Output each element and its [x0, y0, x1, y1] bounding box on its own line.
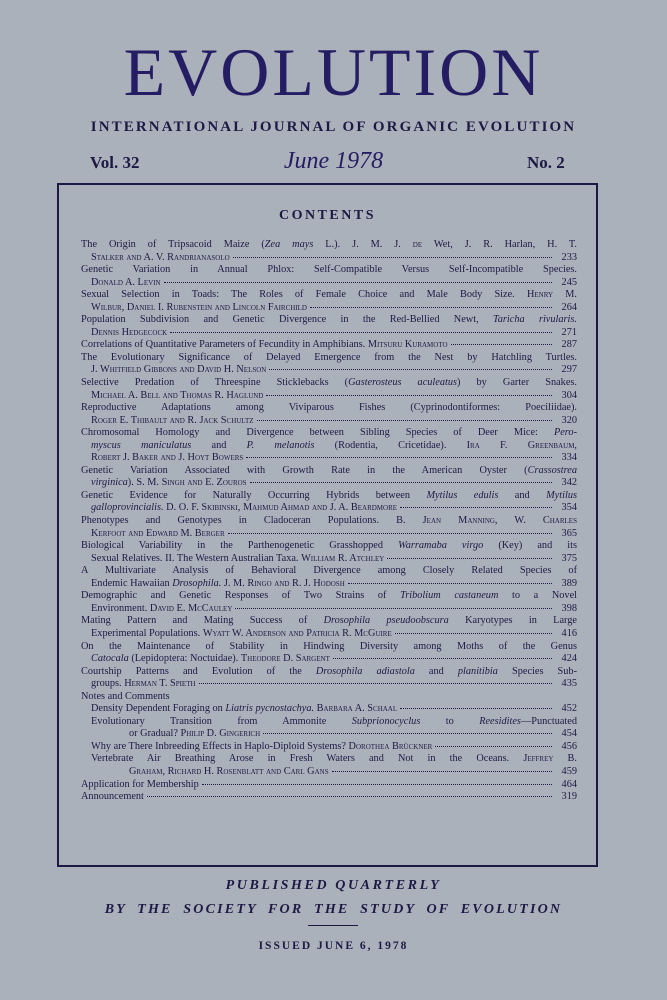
toc-entry: [81, 791, 577, 804]
toc-page-number: 464: [561, 778, 577, 790]
toc-entry: [81, 540, 577, 565]
toc-entry-text: galloprovincialis. D. O. F. Skibinski, Mahmud Ahmad and J. A. Beardmore: [91, 502, 398, 514]
toc-page-number: 334: [561, 452, 577, 464]
toc-entry-text: Chromosomal Homology and Divergence between Sibling Species of Deer Mice: Pero-: [81, 427, 577, 439]
toc-entry-text: Genetic Evidence for Naturally Occurring Hybrids between Mytilus edulis and Mytilus: [81, 489, 577, 501]
dot-leader: [250, 481, 552, 483]
toc-entry: [81, 703, 577, 716]
toc-entry-text: Environment. David E. McCauley: [91, 602, 233, 614]
toc-entry: [81, 289, 577, 314]
toc-page-number: 271: [561, 326, 577, 338]
publication-frequency: PUBLISHED QUARTERLY: [225, 878, 442, 893]
toc-entry-text: On the Maintenance of Stability in Hindwing Diversity among Moths of the Genus: [81, 640, 577, 652]
toc-entry: [81, 666, 577, 691]
toc-page-number: 435: [561, 678, 577, 690]
dot-leader: [333, 657, 552, 659]
toc-page-number: 456: [561, 740, 577, 752]
dot-leader: [269, 368, 552, 370]
toc-entry-text: Kerfoot and Edward M. Berger: [91, 527, 225, 539]
toc-entry-text: Why are There Inbreeding Effects in Haplo-Diploid Systems? Dorothea Brückner: [91, 740, 433, 752]
dot-leader: [246, 456, 552, 458]
toc-entry-text: Experimental Populations. Wyatt W. Anderson and Patricia R. McGuire: [91, 627, 392, 639]
toc-entry-text: Sexual Selection in Toads: The Roles of Female Choice and Male Body Size. Henry M.: [81, 289, 577, 301]
toc-entry-text: Michael A. Bell and Thomas R. Haglund: [91, 389, 264, 401]
toc-page-number: 354: [561, 502, 577, 514]
issue-date: June 1978: [283, 148, 384, 174]
toc-entry-text: A Multivariate Analysis of Behavioral Divergence among Closely Related Species of: [81, 565, 577, 577]
contents-box: [57, 183, 598, 867]
divider-rule: [308, 925, 358, 926]
toc-page-number: 389: [561, 577, 577, 589]
toc-entry-text: Density Dependent Foraging on Liatris pycnostachya. Barbara A. Schaal: [91, 703, 398, 715]
dot-leader: [257, 419, 553, 421]
toc-page-number: 287: [561, 339, 577, 351]
dot-leader: [387, 557, 552, 559]
toc-entry-text: Catocala (Lepidoptera: Noctuidae). Theodore D. Sargent: [91, 653, 330, 665]
dot-leader: [233, 256, 552, 258]
toc-entry-text: Mating Pattern and Mating Success of Drosophila pseudoobscura Karyotypes in Large: [81, 615, 577, 627]
toc-page-number: 375: [561, 552, 577, 564]
dot-leader: [348, 582, 552, 584]
dot-leader: [310, 306, 552, 308]
toc-entry-text: J. Whitfield Gibbons and David H. Nelson: [91, 364, 267, 376]
toc-entry: [81, 402, 577, 427]
toc-page-number: 304: [561, 389, 577, 401]
toc-entry-text: Dennis Hedgecock: [91, 326, 168, 338]
toc-entry: [81, 691, 577, 704]
toc-entry: [81, 515, 577, 540]
toc-entry-text: Genetic Variation Associated with Growth Rate in the American Oyster (Crassostrea: [81, 464, 577, 476]
toc-page-number: 398: [561, 602, 577, 614]
dot-leader: [400, 707, 552, 709]
dot-leader: [263, 732, 552, 734]
toc-entry-text: Correlations of Quantitative Parameters of Fecundity in Amphibians. Mitsuru Kuramoto: [81, 339, 448, 351]
toc-page-number: 454: [561, 728, 577, 740]
toc-entry-text: Vertebrate Air Breathing Arose in Fresh Waters and Not in the Oceans. Jeffrey B.: [91, 753, 577, 765]
toc-page-number: 319: [561, 791, 577, 803]
toc-entry-text: Roger E. Thibault and R. Jack Schultz: [91, 414, 254, 426]
toc-page-number: 416: [561, 627, 577, 639]
toc-page-number: 452: [561, 703, 577, 715]
toc-entry-text: The Origin of Tripsacoid Maize (Zea mays L.). J. M. J. de Wet, J. R. Harlan, H. T.: [81, 239, 577, 250]
toc-page-number: 233: [561, 251, 577, 263]
dot-leader: [332, 770, 552, 772]
dot-leader: [170, 331, 552, 333]
issue-number: No. 2: [527, 153, 565, 172]
toc-entry-text: Graham, Richard H. Rosenblatt and Carl Gans: [129, 765, 329, 777]
toc-page-number: 264: [561, 301, 577, 313]
toc-entry-text: Phenotypes and Genotypes in Cladoceran Populations. B. Jean Manning, W. Charles: [81, 515, 577, 527]
journal-title: EVOLUTION: [123, 34, 544, 110]
toc-page-number: 320: [561, 414, 577, 426]
toc-entry: [81, 314, 577, 339]
dot-leader: [228, 532, 552, 534]
toc-entry-text: Selective Predation of Threespine Sticklebacks (Gasterosteus aculeatus) by Garter Snakes.: [81, 377, 577, 389]
toc-entry: [81, 779, 577, 792]
toc-entry: [81, 716, 577, 741]
toc-page-number: 424: [561, 653, 577, 665]
toc-entry-text: Endemic Hawaiian Drosophila. J. M. Ringo and R. J. Hodosh: [91, 577, 345, 589]
toc-entry: [81, 741, 577, 754]
volume-number: Vol. 32: [90, 153, 140, 172]
toc-entry: [81, 753, 577, 778]
toc-entry: [81, 641, 577, 666]
toc-page-number: 365: [561, 527, 577, 539]
toc-entry-text: Demographic and Genetic Responses of Two Strains of Tribolium castaneum to a Novel: [81, 590, 577, 602]
toc-entry-text: Population Subdivision and Genetic Divergence in the Red-Bellied Newt, Taricha rivularis.: [81, 314, 577, 326]
toc-entry: [81, 490, 577, 515]
toc-entry: [81, 615, 577, 640]
dot-leader: [235, 607, 552, 609]
toc-entry: [81, 427, 577, 465]
toc-entry-text: Robert J. Baker and J. Hoyt Bowers: [91, 452, 244, 464]
toc-entry: [81, 339, 577, 352]
toc-entry: [81, 352, 577, 377]
toc-entry-text: Notes and Comments: [81, 690, 170, 702]
dot-leader: [451, 343, 552, 345]
dot-leader: [202, 783, 552, 785]
dot-leader: [395, 632, 552, 634]
dot-leader: [147, 795, 552, 797]
toc-entry: [81, 239, 577, 264]
toc-entry-text: Genetic Variation in Annual Phlox: Self-Compatible Versus Self-Incompatible Species.: [81, 264, 577, 276]
dot-leader: [266, 394, 552, 396]
toc-entry-text: Sexual Relatives. II. The Western Australian Taxa. William R. Atchley: [91, 552, 385, 564]
dot-leader: [199, 682, 552, 684]
toc-entry: [81, 465, 577, 490]
publisher-line: BY THE SOCIETY FOR THE STUDY OF EVOLUTION: [104, 902, 563, 917]
journal-subtitle: INTERNATIONAL JOURNAL OF ORGANIC EVOLUTION: [90, 119, 577, 135]
contents-heading: CONTENTS: [278, 208, 377, 223]
dot-leader: [400, 506, 552, 508]
toc-entry-text: myscus maniculatus and P. melanotis (Rodentia, Cricetidae). Ira F. Greenbaum,: [91, 439, 577, 451]
toc-entry-text: virginica). S. M. Singh and E. Zouros: [91, 477, 247, 489]
toc-entry-text: The Evolutionary Significance of Delayed Emergence from the Nest by Hatchling Turtles.: [81, 351, 577, 363]
toc-entry-text: Announcement: [81, 791, 144, 803]
toc-page-number: 297: [561, 364, 577, 376]
toc-entry-text: Reproductive Adaptations among Viviparous Fishes (Cyprinodontiformes: Poeciliidae).: [81, 402, 577, 414]
toc-entry: [81, 590, 577, 615]
dot-leader: [435, 745, 552, 747]
toc-page-number: 459: [561, 765, 577, 777]
toc-entry-text: Wilbur, Daniel I. Rubenstein and Lincoln Fairchild: [91, 301, 307, 313]
toc-entry-text: Evolutionary Transition from Ammonite Subprionocyclus to Reesidites—Punctuated: [91, 715, 577, 727]
toc-page-number: 342: [561, 477, 577, 489]
toc-entry-text: Courtship Patterns and Evolution of the Drosophila adiastola and planitibia Species Sub-: [81, 665, 577, 677]
toc-entry-text: Biological Variability in the Parthenogenetic Grasshopped Warramaba virgo (Key) and its: [81, 540, 577, 552]
toc-entry: [81, 377, 577, 402]
toc-entry-text: groups. Herman T. Spieth: [91, 678, 196, 690]
toc-page-number: 245: [561, 276, 577, 288]
toc-entry-text: Donald A. Levin: [91, 276, 161, 288]
toc-entry-text: Stalker and A. V. Randrianasolo: [91, 251, 230, 263]
dot-leader: [164, 281, 552, 283]
toc-entry: [81, 264, 577, 289]
toc-entry-text: Application for Membership: [81, 778, 199, 790]
toc-entry: [81, 565, 577, 590]
toc-entry-text: or Gradual? Philip D. Gingerich: [129, 728, 261, 740]
table-of-contents: [81, 239, 577, 804]
issued-date: ISSUED JUNE 6, 1978: [258, 940, 409, 952]
